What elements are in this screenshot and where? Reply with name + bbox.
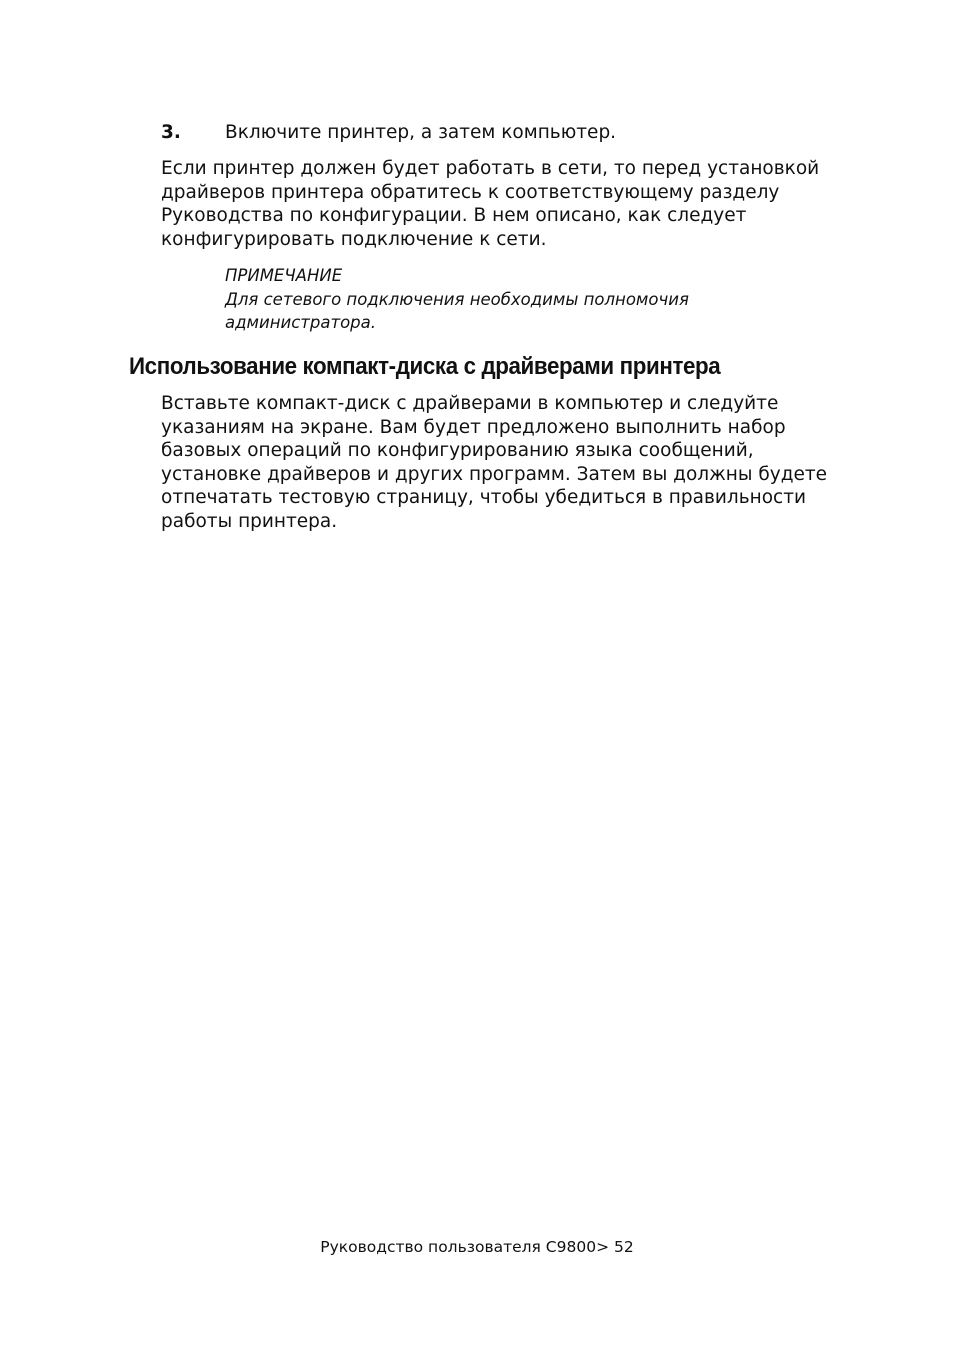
cd-paragraph: [161, 392, 841, 534]
paragraph-line: Руководства по конфигурации. В нем описано, как следует: [161, 205, 747, 227]
paragraph-line: конфигурировать подключение к сети.: [161, 228, 547, 250]
paragraph-line: Если принтер должен будет работать в сети, то перед установкой: [161, 158, 820, 179]
network-paragraph: [161, 157, 841, 251]
paragraph-line: указаниям на экране. Вам будет предложено выполнить набор: [161, 416, 786, 438]
note-label: ПРИМЕЧАНИЕ: [225, 266, 343, 285]
paragraph-line: базовых операций по конфигурированию языка сообщений,: [161, 440, 754, 462]
step-text: Включите принтер, а затем компьютер.: [225, 122, 617, 143]
section-heading: Использование компакт-диска с драйверами принтера: [129, 353, 721, 380]
paragraph-line: драйверов принтера обратитесь к соответствующему разделу: [161, 181, 780, 203]
note-line: Для сетевого подключения необходимы полномочия: [225, 289, 689, 309]
paragraph-line: работы принтера.: [161, 510, 338, 532]
page-footer: Руководство пользователя C9800> 52: [320, 1238, 634, 1256]
note-line: администратора.: [225, 313, 377, 332]
note-block: [225, 264, 825, 335]
paragraph-line: Вставьте компакт-диск с драйверами в компьютер и следуйте: [161, 393, 779, 414]
step-3: [161, 121, 841, 145]
paragraph-line: установке драйверов и других программ. Затем вы должны будете: [161, 463, 828, 485]
step-number: 3.: [161, 122, 181, 143]
paragraph-line: отпечатать тестовую страницу, чтобы убедиться в правильности: [161, 487, 807, 509]
